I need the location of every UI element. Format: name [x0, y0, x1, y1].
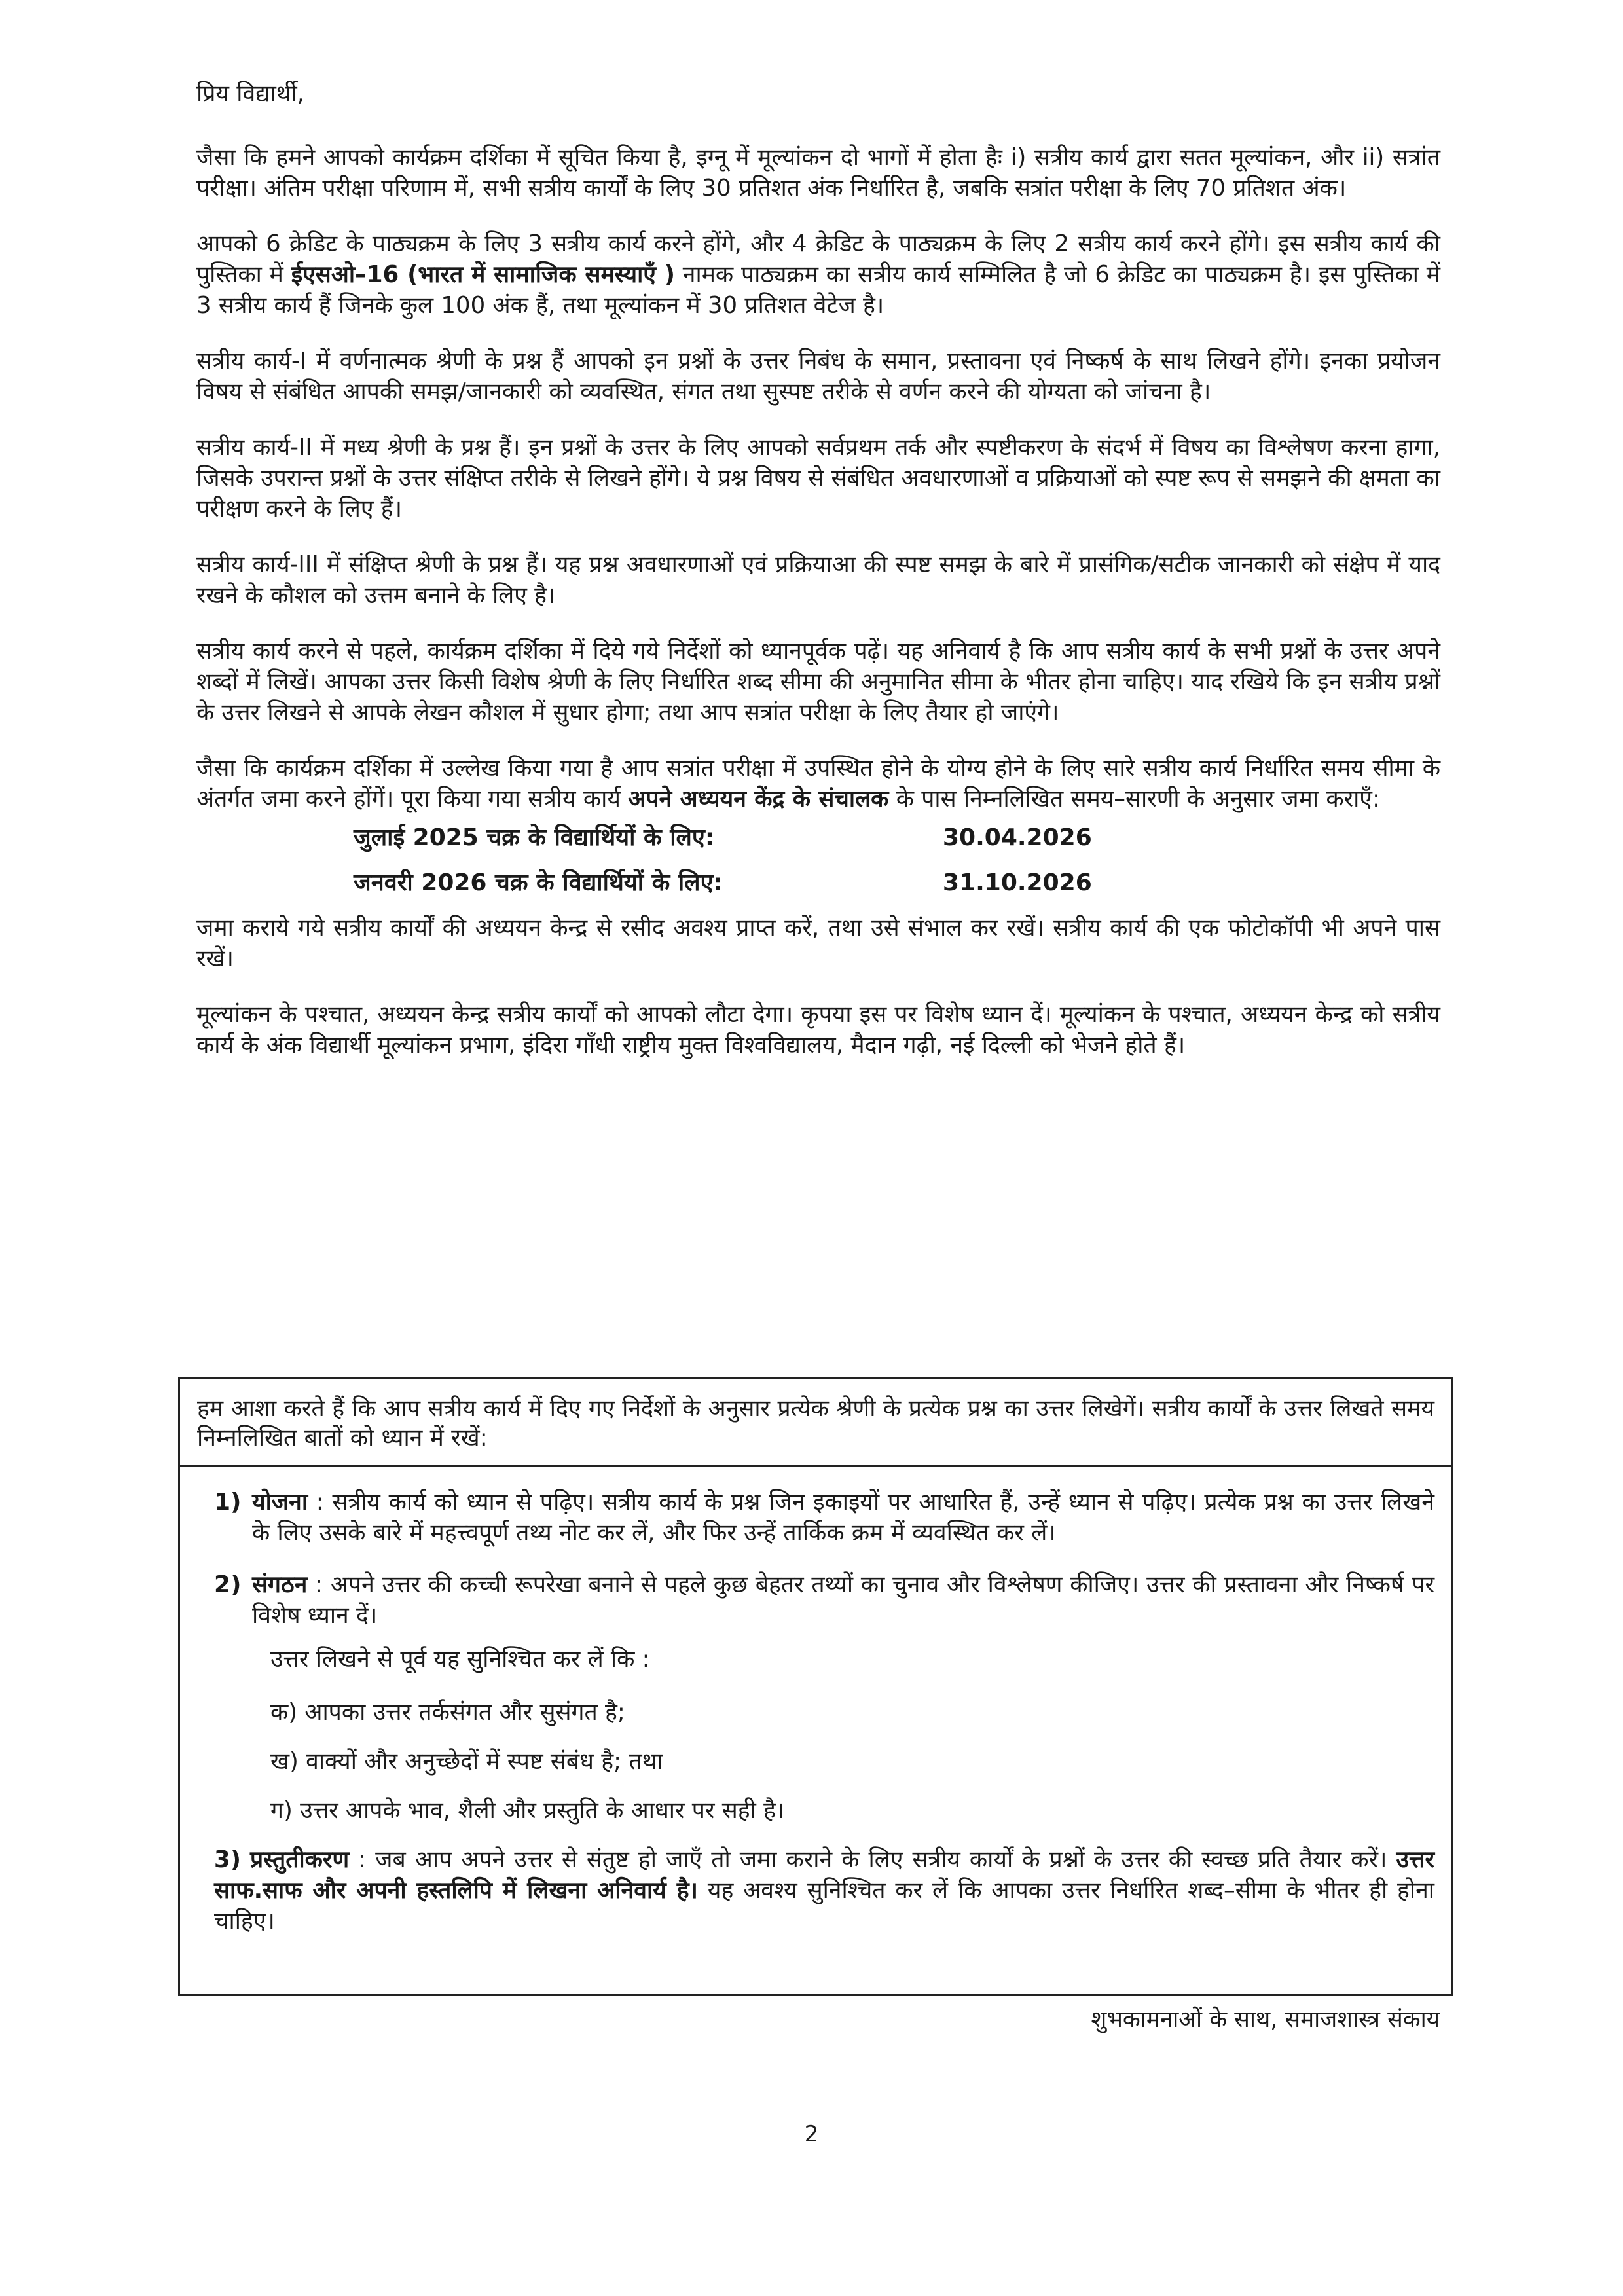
- submission-paragraph: [196, 753, 1440, 814]
- guideline-plan: [197, 1487, 1434, 1548]
- guidelines-box: [178, 1377, 1453, 1996]
- submission-text-after: के पास निम्नलिखित समय–सारणी के अनुसार जमा कराएँ:: [888, 786, 1380, 812]
- course-name: ईएसओ–16 (भारत में सामाजिक समस्याएँ ): [291, 261, 676, 288]
- guideline-title: प्रस्तुतीकरण: [249, 1846, 350, 1873]
- evaluation-paragraph: मूल्यांकन के पश्चात, अध्ययन केन्द्र सत्रीय कार्यों को आपको लौटा देगा। कृपया इस पर विशेष ध्यान दें। मूल्यांकन के पश्चात, अध्ययन केन्द्र को सत्रीय कार्य के अंक विद्यार्थी मूल्यांकन प्रभाग, इंदिरा गाँधी राष्ट्रीय मुक्त विश्वविद्यालय, मैदान गढ़ी, नई दिल्ली को भेजने होते हैं।: [196, 1001, 1440, 1059]
- guideline-text: [252, 1569, 1434, 1631]
- guidelines-heading: [180, 1379, 1451, 1467]
- guideline-organize: [197, 1569, 1434, 1631]
- guideline-title: संगठन: [252, 1571, 308, 1598]
- instructions-paragraph: सत्रीय कार्य करने से पहले, कार्यक्रम दर्शिका में दिये गये निर्देशों को ध्यानपूर्वक पढ़ें। यह अनिवार्य है कि आप सत्रीय कार्य के सभी प्रश्नों के उत्तर अपने शब्दों में लिखें। आपका उत्तर किसी विशेष श्रेणी के लिए निर्धारित शब्द सीमा की अनुमानित सीमा के भीतर होना चाहिए। याद रखिये कि इन सत्रीय प्रश्नों के उत्तर लिखने से आपके लेखन कौशल में सुधार होगा; तथा आप सत्रांत परीक्षा के लिए तैयार हो जाएंगे।: [196, 638, 1440, 726]
- guideline-presentation: [197, 1844, 1434, 1937]
- page-body: [196, 79, 1440, 1085]
- assignment-1-paragraph: सत्रीय कार्य-I में वर्णनात्मक श्रेणी के प्रश्न हैं आपको इन प्रश्नों के उत्तर निबंध के समान, प्रस्तावना एवं निष्कर्ष के साथ लिखने होंगे। इनका प्रयोजन विषय से संबंधित आपकी समझ/जानकारी को व्यवस्थित, संगत तथा सुस्पष्ट तरीके से वर्णन करने की योग्यता को जांचना है।: [196, 348, 1440, 405]
- credits-paragraph: [196, 228, 1440, 321]
- check-item: ख) वाक्यों और अनुच्छेदों में स्पष्ट संबंध है; तथा: [270, 1748, 663, 1775]
- guideline-number: 2): [214, 1571, 242, 1598]
- receipt-paragraph: जमा कराये गये सत्रीय कार्यों की अध्ययन केन्द्र से रसीद अवश्य प्राप्त करें, तथा उसे संभाल कर रखें। सत्रीय कार्य की एक फोटोकॉपी भी अपने पास रखें।: [196, 915, 1440, 972]
- schedule-date: 30.04.2026: [943, 824, 1092, 851]
- guideline-desc-end: यह अवश्य सुनिश्चित कर लें कि आपका उत्तर निर्धारित शब्द–सीमा के भीतर ही होना चाहिए।: [214, 1877, 1434, 1935]
- submission-bold: अपने अध्ययन केंद्र के संचालक: [628, 786, 889, 812]
- check-item: ग) उत्तर आपके भाव, शैली और प्रस्तुति के आधार पर सही है।: [270, 1797, 785, 1824]
- page-number: 2: [804, 2121, 819, 2147]
- guideline-number: 3): [214, 1846, 241, 1873]
- check-item: क) आपका उत्तर तर्कसंगत और सुसंगत है;: [270, 1699, 625, 1726]
- guideline-text: [252, 1487, 1434, 1548]
- credits-text-after: नामक पाठ्यक्रम का सत्रीय कार्य सम्मिलित है जो 6 क्रेडिट का पाठ्यक्रम है। इस पुस्तिका में 3 सत्रीय कार्य हैं जिनके कुल 100 अंक हैं, तथा मूल्यांकन में 30 प्रतिशत वेटेज है।: [196, 261, 1440, 319]
- salutation: प्रिय विद्यार्थी,: [196, 81, 304, 107]
- ensure-intro: उत्तर लिखने से पूर्व यह सुनिश्चित कर लें कि :: [270, 1646, 650, 1673]
- schedule-label: जुलाई 2025 चक्र के विद्यार्थियों के लिए:: [354, 824, 715, 851]
- submission-schedule: [327, 822, 1309, 898]
- schedule-label: जनवरी 2026 चक्र के विद्यार्थियों के लिए:: [354, 869, 723, 896]
- submission-text-before: जैसा कि कार्यक्रम दर्शिका में उल्लेख किया गया है आप सत्रांत परीक्षा में उपस्थित होने के योग्य होने के लिए सारे सत्रीय कार्य निर्धारित समय सीमा के अंतर्गत जमा करने होंगें। पूरा किया गया सत्रीय कार्य: [196, 755, 1440, 812]
- guideline-number: 1): [214, 1489, 242, 1516]
- schedule-date: 31.10.2026: [943, 869, 1092, 896]
- credits-text-before: आपको 6 क्रेडिट के पाठ्यक्रम के लिए 3 सत्रीय कार्य करने होंगे, और 4 क्रेडिट के पाठ्यक्रम के लिए 2 सत्रीय कार्य करने होंगे। इस सत्रीय कार्य की पुस्तिका में: [196, 230, 1440, 288]
- guidelines-heading-text: हम आशा करते हैं कि आप सत्रीय कार्य में दिए गए निर्देशों के अनुसार प्रत्येक श्रेणी के प्रत्येक प्रश्न का उत्तर लिखेगें। सत्रीय कार्यों के उत्तर लिखते समय निम्नलिखित बातों को ध्यान में रखें:: [197, 1395, 1434, 1451]
- guideline-desc: : सत्रीय कार्य को ध्यान से पढ़िए। सत्रीय कार्य के प्रश्न जिन इकाइयों पर आधारित हैं, उन्हें ध्यान से पढ़िए। प्रत्येक प्रश्न का उत्तर लिखने के लिए उसके बारे में महत्त्वपूर्ण तथ्य नोट कर लें, और फिर उन्हें तार्किक क्रम में व्यवस्थित कर लें।: [252, 1489, 1434, 1546]
- intro-paragraph: जैसा कि हमने आपको कार्यक्रम दर्शिका में सूचित किया है, इग्नू में मूल्यांकन दो भागों में होता हैः i) सत्रीय कार्य द्वारा सतत मूल्यांकन, और ii) सत्रांत परीक्षा। अंतिम परीक्षा परिणाम में, सभी सत्रीय कार्यों के लिए 30 प्रतिशत अंक निर्धारित है, जबकि सत्रांत परीक्षा के लिए 70 प्रतिशत अंक।: [196, 144, 1440, 202]
- schedule-row: [327, 822, 1309, 853]
- guideline-desc: : अपने उत्तर की कच्ची रूपरेखा बनाने से पहले कुछ बेहतर तथ्यों का चुनाव और विश्लेषण कीजिए। उत्तर की प्रस्तावना और निष्कर्ष पर विशेष ध्यान दें।: [252, 1571, 1434, 1629]
- guideline-emphasis: उत्तर साफ.साफ और अपनी हस्तलिपि में लिखना अनिवार्य है।: [214, 1846, 1434, 1904]
- assignment-2-paragraph: सत्रीय कार्य-II में मध्य श्रेणी के प्रश्न हैं। इन प्रश्नों के उत्तर के लिए आपको सर्वप्रथम तर्क और स्पष्टीकरण के संदर्भ में विषय का विश्लेषण करना हागा, जिसके उपरान्त प्रश्नों के उत्तर संक्षिप्त तरीके से लिखने होंगे। ये प्रश्न विषय से संबंधित अवधारणाओं व प्रक्रियाओं को स्पष्ट रूप से समझने की क्षमता का परीक्षण करने के लिए हैं।: [196, 434, 1440, 522]
- guideline-desc: : जब आप अपने उत्तर से संतुष्ट हो जाएँ तो जमा कराने के लिए सत्रीय कार्यों के प्रश्नों के उत्तर की स्वच्छ प्रति तैयार करें।: [349, 1846, 1396, 1873]
- guidelines-body: [180, 1467, 1451, 1937]
- closing-signature: शुभकामनाओं के साथ, समाजशास्त्र संकाय: [1091, 2007, 1440, 2033]
- assignment-3-paragraph: सत्रीय कार्य-III में संक्षिप्त श्रेणी के प्रश्न हैं। यह प्रश्न अवधारणाओं एवं प्रक्रियाआ की स्पष्ट समझ के बारे में प्रासंगिक/सटीक जानकारी को संक्षेप में याद रखने के कौशल को उत्तम बनाने के लिए है।: [196, 551, 1440, 609]
- schedule-row: [327, 867, 1309, 898]
- guideline-title: योजना: [252, 1489, 308, 1516]
